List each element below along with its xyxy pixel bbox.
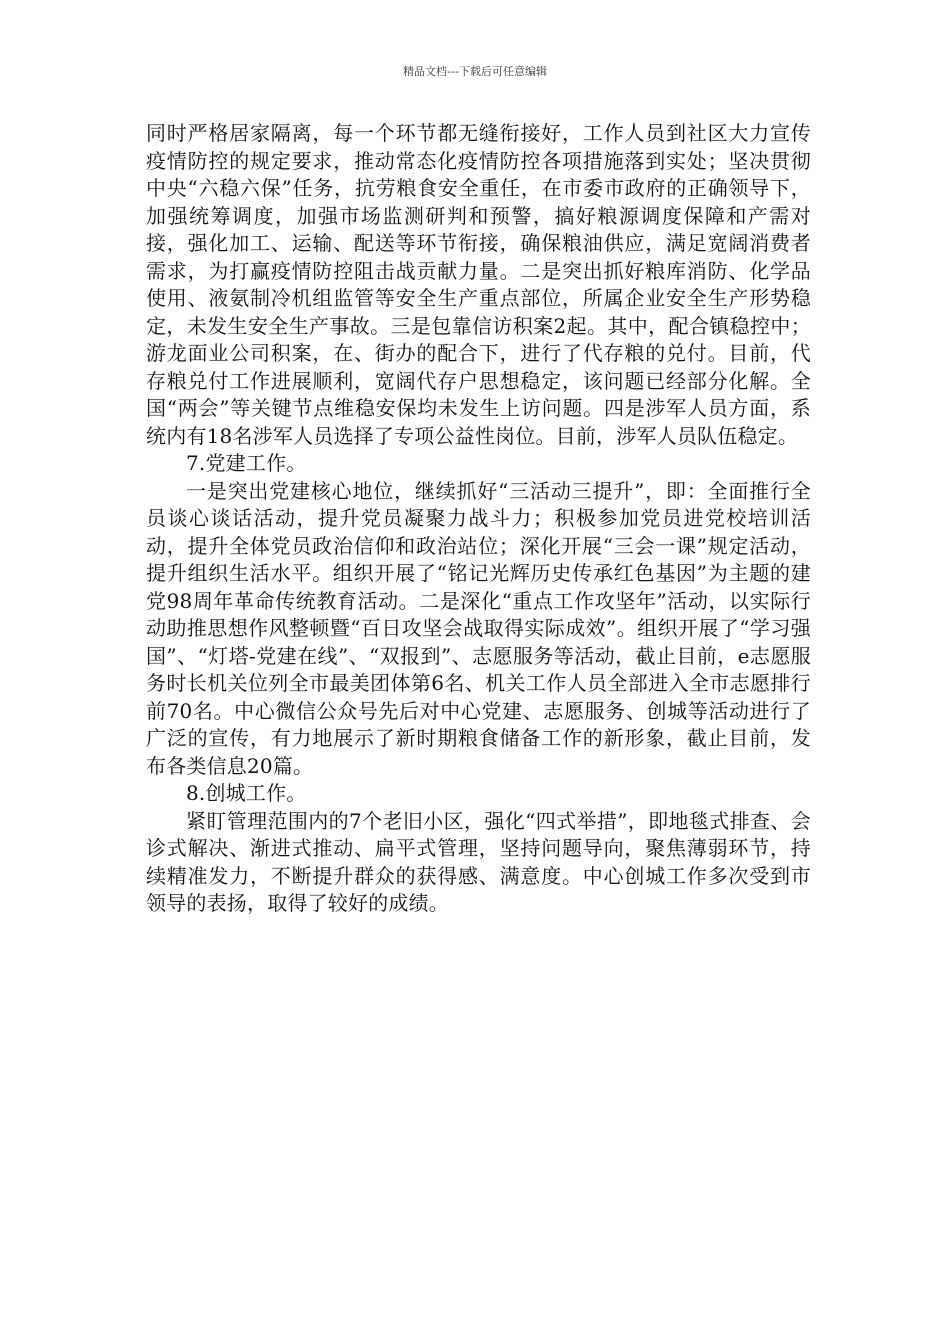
page-header: 精品文档---下载后可任意编辑 bbox=[403, 65, 547, 78]
section-heading-civilized-city: 8.创城工作。 bbox=[186, 781, 307, 805]
document-body bbox=[146, 120, 811, 918]
section-heading-party-building: 7.党建工作。 bbox=[186, 451, 307, 475]
paragraph-civilized-city: 紧盯管理范围内的7个老旧小区，强化“四式举措”，即地毯式排查、会诊式解决、渐进式推动、扁平式管理，坚持问题导向，聚焦薄弱环节，持续精准发力，不断提升群众的获得感、满意度。中心创城工作多次受到市领导的表扬，取得了较好的成绩。 bbox=[146, 808, 811, 915]
paragraph-continuation: 同时严格居家隔离，每一个环节都无缝衔接好，工作人员到社区大力宣传疫情防控的规定要求，推动常态化疫情防控各项措施落到实处；坚决贯彻中央“六稳六保”任务，抗劳粮食安全重任，在市委市政府的正确领导下，加强统筹调度，加强市场监测研判和预警，搞好粮源调度保障和产需对接，强化加工、运输、配送等环节衔接，确保粮油供应，满足宽阔消费者需求，为打赢疫情防控阻击战贡献力量。二是突出抓好粮库消防、化学品使用、液氨制冷机组监管等安全生产重点部位，所属企业安全生产形势稳定，未发生安全生产事故。三是包靠信访积案2起。其中，配合镇稳控中；游龙面业公司积案，在、街办的配合下，进行了代存粮的兑付。目前，代存粮兑付工作进展顺利，宽阔代存户思想稳定，该问题已经部分化解。全国“两会”等关键节点维稳安保均未发生上访问题。四是涉军人员方面，系统内有18名涉军人员选择了专项公益性岗位。目前，涉军人员队伍稳定。 bbox=[146, 121, 811, 448]
paragraph-party-building: 一是突出党建核心地位，继续抓好“三活动三提升”，即：全面推行全员谈心谈话活动，提升党员凝聚力战斗力；积极参加党员进党校培训活动，提升全体党员政治信仰和政治站位；深化开展“三会一课”规定活动，提升组织生活水平。组织开展了“铭记光辉历史传承红色基因”为主题的建党98周年革命传统教育活动。二是深化“重点工作攻坚年”活动，以实际行动助推思想作风整顿暨“百日攻坚会战取得实际成效”。组织开展了“学习强国”、“灯塔-党建在线”、“双报到”、志愿服务等活动，截止目前，e志愿服务时长机关位列全市最美团体第6名、机关工作人员全部进入全市志愿排行前70名。中心微信公众号先后对中心党建、志愿服务、创城等活动进行了广泛的宣传，有力地展示了新时期粮食储备工作的新形象，截止目前，发布各类信息20篇。 bbox=[146, 478, 811, 778]
